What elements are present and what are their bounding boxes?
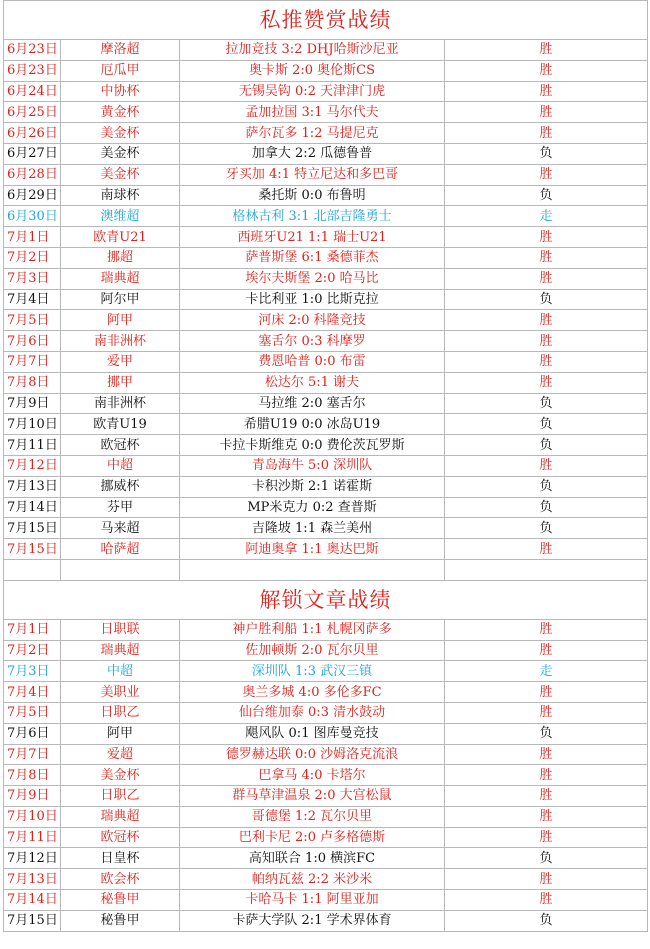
result-cell: 负 [445,289,648,310]
result-cell: 胜 [445,827,648,848]
date-cell: 7月14日 [4,890,61,911]
date-cell: 7月4日 [4,289,61,310]
league-cell: 中协杯 [61,81,180,102]
match-cell: 群马草津温泉 2:0 大宫松鼠 [180,786,445,807]
result-cell: 胜 [445,765,648,786]
league-cell: 秘鲁甲 [61,910,180,931]
league-cell: 马来超 [61,518,180,539]
result-row [4,206,648,227]
match-cell: 巴利卡尼 2:0 卢多格德斯 [180,827,445,848]
league-cell: 日职乙 [61,786,180,807]
result-cell: 胜 [445,786,648,807]
date-cell: 7月15日 [4,910,61,931]
result-row [4,518,648,539]
match-cell: 无锡吴钩 0:2 天津津门虎 [180,81,445,102]
result-row [4,164,648,185]
league-cell: 爱超 [61,744,180,765]
result-cell: 负 [445,497,648,518]
league-cell: 日职联 [61,619,180,640]
result-row [4,143,648,164]
match-cell: 卡比利亚 1:0 比斯克拉 [180,289,445,310]
match-cell: 吉隆坡 1:1 森兰美州 [180,518,445,539]
league-cell: 美金杯 [61,143,180,164]
match-cell: 埃尔夫斯堡 2:0 哈马比 [180,268,445,289]
empty-row [4,559,648,580]
result-row [4,123,648,144]
result-cell: 胜 [445,268,648,289]
result-cell: 胜 [445,247,648,268]
date-cell: 7月12日 [4,455,61,476]
league-cell: 厄瓜甲 [61,60,180,81]
league-cell: 中超 [61,455,180,476]
league-cell: 欧冠杯 [61,435,180,456]
result-cell: 负 [445,476,648,497]
date-cell: 7月7日 [4,744,61,765]
date-cell: 7月15日 [4,539,61,560]
result-row [4,890,648,911]
match-cell: 奥卡斯 2:0 奥伦斯CS [180,60,445,81]
league-cell: 澳维超 [61,206,180,227]
result-row [4,869,648,890]
league-cell: 中超 [61,661,180,682]
match-cell: 卡哈马卡 1:1 阿里亚加 [180,890,445,911]
results-table-body [4,1,648,932]
match-cell: 河床 2:0 科隆竞技 [180,310,445,331]
date-cell: 7月10日 [4,806,61,827]
result-cell: 胜 [445,40,648,61]
result-row [4,60,648,81]
result-row [4,744,648,765]
result-cell: 胜 [445,310,648,331]
league-cell: 日职乙 [61,702,180,723]
result-cell: 胜 [445,890,648,911]
date-cell: 7月4日 [4,682,61,703]
match-cell: 加拿大 2:2 瓜德鲁普 [180,143,445,164]
league-cell: 南非洲杯 [61,393,180,414]
match-cell: 卡萨大学队 2:1 学术界体育 [180,910,445,931]
match-cell: 松达尔 5:1 谢夫 [180,372,445,393]
result-row [4,723,648,744]
match-cell: 帕纳瓦兹 2:2 米沙米 [180,869,445,890]
date-cell: 6月26日 [4,123,61,144]
section-title: 私推赞赏战绩 [4,1,648,40]
date-cell: 7月3日 [4,661,61,682]
result-row [4,393,648,414]
league-cell: 欧冠杯 [61,827,180,848]
result-cell: 胜 [445,102,648,123]
match-cell: 卡积沙斯 2:1 诺霍斯 [180,476,445,497]
match-cell: 牙买加 4:1 特立尼达和多巴哥 [180,164,445,185]
result-cell: 胜 [445,539,648,560]
date-cell: 7月15日 [4,518,61,539]
result-row [4,765,648,786]
league-cell: 摩洛超 [61,40,180,61]
league-cell: 欧青U21 [61,227,180,248]
result-cell: 胜 [445,455,648,476]
result-row [4,247,648,268]
date-cell: 7月11日 [4,435,61,456]
result-row [4,702,648,723]
league-cell: 欧青U19 [61,414,180,435]
result-cell: 胜 [445,869,648,890]
date-cell: 7月8日 [4,765,61,786]
date-cell: 6月23日 [4,60,61,81]
match-cell: 青岛海牛 5:0 深圳队 [180,455,445,476]
result-cell: 胜 [445,702,648,723]
result-row [4,414,648,435]
result-row [4,40,648,61]
league-cell: 挪超 [61,247,180,268]
league-cell: 黄金杯 [61,102,180,123]
match-cell: 神户胜利船 1:1 札幌冈萨多 [180,619,445,640]
date-cell: 7月9日 [4,786,61,807]
result-cell: 负 [445,910,648,931]
date-cell: 6月27日 [4,143,61,164]
result-cell: 负 [445,518,648,539]
result-cell: 胜 [445,227,648,248]
date-cell: 7月6日 [4,331,61,352]
date-cell: 6月30日 [4,206,61,227]
date-cell: 7月14日 [4,497,61,518]
result-row [4,455,648,476]
result-row [4,310,648,331]
match-cell: 萨普斯堡 6:1 桑德菲杰 [180,247,445,268]
date-cell: 7月11日 [4,827,61,848]
match-cell: 仙台维加泰 0:3 清水鼓动 [180,702,445,723]
date-cell: 6月28日 [4,164,61,185]
date-cell: 7月3日 [4,268,61,289]
result-row [4,619,648,640]
result-cell: 负 [445,143,648,164]
result-cell: 胜 [445,682,648,703]
match-cell: 希腊U19 0:0 冰岛U19 [180,414,445,435]
date-cell: 6月23日 [4,40,61,61]
result-row [4,640,648,661]
result-cell: 胜 [445,619,648,640]
result-cell: 胜 [445,331,648,352]
date-cell: 7月1日 [4,619,61,640]
result-row [4,372,648,393]
date-cell: 7月2日 [4,640,61,661]
league-cell: 秘鲁甲 [61,890,180,911]
league-cell: 美金杯 [61,123,180,144]
date-cell: 7月12日 [4,848,61,869]
result-row [4,848,648,869]
result-row [4,268,648,289]
league-cell: 瑞典超 [61,640,180,661]
match-cell: 萨尔瓦多 1:2 马提尼克 [180,123,445,144]
result-cell: 胜 [445,372,648,393]
league-cell: 爱甲 [61,351,180,372]
empty-cell [4,559,61,580]
league-cell: 日皇杯 [61,848,180,869]
league-cell: 南非洲杯 [61,331,180,352]
empty-cell [445,559,648,580]
result-row [4,102,648,123]
match-cell: 德罗赫达联 0:0 沙姆洛克流浪 [180,744,445,765]
result-cell: 胜 [445,123,648,144]
league-cell: 南球杯 [61,185,180,206]
result-cell: 胜 [445,744,648,765]
result-row [4,227,648,248]
match-cell: 高知联合 1:0 横滨FC [180,848,445,869]
league-cell: 瑞典超 [61,268,180,289]
match-cell: 飓风队 0:1 图库曼竞技 [180,723,445,744]
result-row [4,331,648,352]
result-row [4,435,648,456]
match-cell: 哥德堡 1:2 瓦尔贝里 [180,806,445,827]
date-cell: 7月6日 [4,723,61,744]
league-cell: 阿甲 [61,310,180,331]
result-row [4,786,648,807]
match-cell: 孟加拉国 3:1 马尔代夫 [180,102,445,123]
date-cell: 7月9日 [4,393,61,414]
result-row [4,661,648,682]
match-cell: 拉加竞技 3:2 DHJ哈斯沙尼亚 [180,40,445,61]
result-cell: 胜 [445,60,648,81]
result-cell: 走 [445,206,648,227]
match-cell: 西班牙U21 1:1 瑞士U21 [180,227,445,248]
date-cell: 7月13日 [4,869,61,890]
result-row [4,81,648,102]
match-cell: 格林古利 3:1 北部吉隆勇士 [180,206,445,227]
result-row [4,289,648,310]
result-row [4,476,648,497]
league-cell: 挪甲 [61,372,180,393]
league-cell: 美金杯 [61,164,180,185]
match-cell: 奥兰多城 4:0 多伦多FC [180,682,445,703]
result-cell: 负 [445,723,648,744]
result-cell: 胜 [445,351,648,372]
match-cell: 阿迪奥拿 1:1 奥达巴斯 [180,539,445,560]
match-cell: 费恩哈普 0:0 布雷 [180,351,445,372]
section-title: 解锁文章战绩 [4,580,648,619]
empty-cell [61,559,180,580]
result-row [4,185,648,206]
result-cell: 负 [445,848,648,869]
match-cell: 卡拉卡斯维克 0:0 费伦茨瓦罗斯 [180,435,445,456]
result-row [4,351,648,372]
section-title-row [4,1,648,40]
date-cell: 6月24日 [4,81,61,102]
league-cell: 美职业 [61,682,180,703]
results-sheet [3,0,647,932]
result-row [4,682,648,703]
match-cell: 巴拿马 4:0 卡塔尔 [180,765,445,786]
league-cell: 哈萨超 [61,539,180,560]
date-cell: 6月25日 [4,102,61,123]
date-cell: 7月2日 [4,247,61,268]
league-cell: 美金杯 [61,765,180,786]
date-cell: 7月5日 [4,310,61,331]
date-cell: 6月29日 [4,185,61,206]
league-cell: 阿尔甲 [61,289,180,310]
match-cell: MP米克力 0:2 查普斯 [180,497,445,518]
league-cell: 芬甲 [61,497,180,518]
league-cell: 阿甲 [61,723,180,744]
result-row [4,497,648,518]
date-cell: 7月1日 [4,227,61,248]
result-row [4,910,648,931]
section-title-row [4,580,648,619]
match-cell: 桑托斯 0:0 布鲁明 [180,185,445,206]
result-row [4,806,648,827]
match-cell: 深圳队 1:3 武汉三镇 [180,661,445,682]
result-cell: 负 [445,414,648,435]
empty-cell [180,559,445,580]
match-cell: 佐加顿斯 2:0 瓦尔贝里 [180,640,445,661]
results-table [3,0,648,932]
date-cell: 7月10日 [4,414,61,435]
result-cell: 负 [445,393,648,414]
result-cell: 胜 [445,640,648,661]
league-cell: 欧会杯 [61,869,180,890]
league-cell: 挪威杯 [61,476,180,497]
result-row [4,827,648,848]
result-cell: 负 [445,185,648,206]
date-cell: 7月5日 [4,702,61,723]
date-cell: 7月8日 [4,372,61,393]
date-cell: 7月13日 [4,476,61,497]
result-cell: 胜 [445,81,648,102]
match-cell: 马拉维 2:0 塞舌尔 [180,393,445,414]
league-cell: 瑞典超 [61,806,180,827]
match-cell: 塞舌尔 0:3 科摩罗 [180,331,445,352]
result-cell: 胜 [445,806,648,827]
result-row [4,539,648,560]
date-cell: 7月7日 [4,351,61,372]
result-cell: 走 [445,661,648,682]
result-cell: 负 [445,435,648,456]
result-cell: 胜 [445,164,648,185]
